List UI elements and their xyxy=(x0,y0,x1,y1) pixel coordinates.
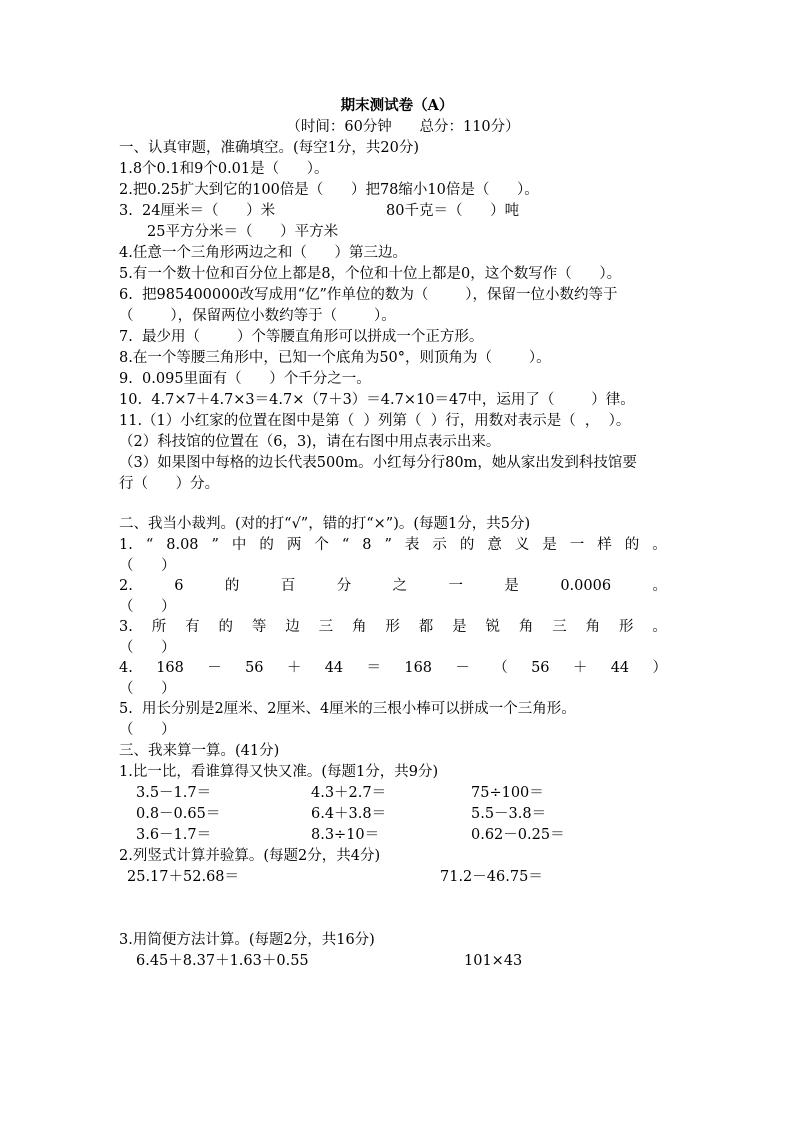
section3-part1-heading: 1.比一比，看谁算得又快又准。(每题1分，共9分) xyxy=(119,764,439,780)
exam-subtitle: （时间：60分钟 总分：110分） xyxy=(286,119,520,135)
judge-item-5: 5. 用长分别是2厘米、2厘米、4厘米的三根小棒可以拼成一个三角形。 xyxy=(119,701,576,717)
calc-cell: 8.3÷10＝ xyxy=(311,827,380,843)
judge-item-3 xyxy=(119,617,667,637)
question-1-9: 9. 0.095里面有（ ）个千分之一。 xyxy=(119,371,371,387)
question-1-7: 7. 最少用（ ）个等腰直角形可以拼成一个正方形。 xyxy=(119,329,484,345)
judge-word: 三 xyxy=(552,619,567,635)
judge-word: 角 xyxy=(351,619,367,635)
calc-cell: 0.62－0.25＝ xyxy=(471,827,565,843)
judge-word: 的 xyxy=(218,619,233,635)
judge-word: 6 xyxy=(174,578,184,594)
judge-item-2 xyxy=(119,576,667,596)
judge-word: 168 xyxy=(404,660,433,676)
judge-word: 56 xyxy=(531,660,550,676)
calc-cell: 4.3＋2.7＝ xyxy=(311,785,387,801)
judge-word: － xyxy=(207,660,222,676)
judge-word: 意 xyxy=(487,537,502,553)
section3-part3-heading: 3.用简便方法计算。(每题2分，共16分) xyxy=(119,932,375,948)
judge-word: 一 xyxy=(448,578,464,594)
judge-word: 角 xyxy=(518,619,534,635)
judge-word: 一 xyxy=(569,537,585,553)
judge-word: ＋ xyxy=(286,660,302,676)
question-1-6a: 6. 把985400000改写成用“亿”作单位的数为（ ），保留一位小数约等于 xyxy=(119,287,618,303)
judge-word: 8 xyxy=(362,537,372,553)
judge-word: 8.08 xyxy=(166,537,199,553)
section1-heading: 一、认真审题，准确填空。(每空1分，共20分) xyxy=(119,140,419,156)
judge-word: 的 xyxy=(224,578,240,594)
judge-word: 44 xyxy=(324,660,344,676)
judge-item-4 xyxy=(119,658,667,678)
judge-word: 两 xyxy=(286,537,302,553)
judge-word: 表 xyxy=(404,537,420,553)
judge-word: 个 xyxy=(314,537,329,553)
question-1-3b: 80千克＝（ ）吨 xyxy=(386,203,520,219)
calc-cell: 6.4＋3.8＝ xyxy=(311,806,387,822)
judge-word: 锐 xyxy=(485,619,500,635)
judge-blank-4: （ ） xyxy=(119,681,176,697)
calc-cell: 5.5－3.8＝ xyxy=(471,806,547,822)
judge-word: ” xyxy=(211,537,219,553)
judge-word: 形 xyxy=(618,619,634,635)
judge-word: 等 xyxy=(251,619,267,635)
question-1-3a: 3. 24厘米＝（ ）米 xyxy=(119,203,276,219)
question-1-11b: （2）科技馆的位置在（6，3)，请在右图中用点表示出来。 xyxy=(119,434,501,450)
question-1-10: 10. 4.7×7＋4.7×3＝4.7×（7＋3）＝4.7×10＝47中，运用了（ ）律。 xyxy=(119,392,635,408)
vertical-calc-2: 71.2－46.75＝ xyxy=(440,869,543,885)
calc-cell: 0.8－0.65＝ xyxy=(136,806,221,822)
judge-blank-5: （ ） xyxy=(119,722,176,738)
judge-word: 的 xyxy=(459,537,475,553)
exam-title: 期末测试卷（A） xyxy=(340,97,454,114)
judge-word: 所 xyxy=(151,619,167,635)
simple-calc-1: 6.45＋8.37＋1.63＋0.55 xyxy=(136,953,309,969)
question-1-3c: 25平方分米＝（ ）平方米 xyxy=(147,224,339,240)
judge-word: 。 xyxy=(652,619,667,635)
section3-part2-heading: 2.列竖式计算并验算。(每题2分，共4分) xyxy=(119,848,381,864)
judge-word: 168 xyxy=(156,660,184,676)
judge-word: 。 xyxy=(652,537,667,553)
question-1-11d: 行（ ）分。 xyxy=(119,476,220,492)
judge-word: 0.0006 xyxy=(560,578,612,594)
judge-word: 样 xyxy=(597,537,612,553)
judge-word: 形 xyxy=(385,619,400,635)
calc-cell: 3.5－1.7＝ xyxy=(136,785,212,801)
judge-word: ＝ xyxy=(366,660,381,676)
judge-word: ＋ xyxy=(572,660,588,676)
question-1-4: 4.任意一个三角形两边之和（ ）第三边。 xyxy=(119,245,407,261)
judge-word: 中 xyxy=(231,537,247,553)
question-1-2: 2.把0.25扩大到它的100倍是（ ）把78缩小10倍是（ ）。 xyxy=(119,182,539,198)
judge-word: 2. xyxy=(119,578,133,594)
judge-word: 分 xyxy=(336,578,352,594)
judge-word: 之 xyxy=(392,578,408,594)
judge-word: 的 xyxy=(259,537,274,553)
judge-word: 的 xyxy=(624,537,640,553)
judge-word: 有 xyxy=(185,619,200,635)
judge-word: “ xyxy=(145,537,154,553)
calc-cell: 75÷100＝ xyxy=(471,785,544,801)
judge-word: － xyxy=(455,660,470,676)
judge-word: 边 xyxy=(285,619,300,635)
judge-item-1 xyxy=(119,535,667,555)
judge-word: 都 xyxy=(418,619,434,635)
section2-heading: 二、我当小裁判。(对的打“√”，错的打“×”)。(每题1分，共5分) xyxy=(119,516,531,532)
judge-blank-3: （ ） xyxy=(119,640,176,656)
judge-word: 。 xyxy=(652,578,667,594)
question-1-6b: （ ），保留两位小数约等于（ ）。 xyxy=(119,308,396,324)
question-1-8: 8.在一个等腰三角形中，已知一个底角为50°，则顶角为（ ）。 xyxy=(119,350,551,366)
judge-word: 三 xyxy=(318,619,334,635)
judge-word: 是 xyxy=(542,537,557,553)
judge-word: 1. xyxy=(119,537,133,553)
judge-word: ” xyxy=(384,537,392,553)
simple-calc-2: 101×43 xyxy=(464,953,523,969)
judge-word: 是 xyxy=(504,578,519,594)
judge-word: （ xyxy=(493,660,508,676)
judge-word: ） xyxy=(652,660,667,676)
judge-word: 44 xyxy=(610,660,630,676)
judge-word: 3. xyxy=(119,619,133,635)
judge-word: 是 xyxy=(452,619,467,635)
judge-blank-2: （ ） xyxy=(119,599,176,615)
judge-word: 角 xyxy=(585,619,601,635)
question-1-11a: 11.（1）小红家的位置在图中是第（ ）列第（ ）行，用数对表示是（ ， ）。 xyxy=(119,413,631,429)
question-1-5: 5.有一个数十位和百分位上都是8，个位和十位上都是0，这个数写作（ ）。 xyxy=(119,266,622,282)
calc-cell: 3.6－1.7＝ xyxy=(136,827,212,843)
vertical-calc-1: 25.17＋52.68＝ xyxy=(127,869,240,885)
question-1-1: 1.8个0.1和9个0.01是（ ）。 xyxy=(119,161,329,177)
judge-word: 56 xyxy=(245,660,264,676)
judge-word: 义 xyxy=(514,537,530,553)
judge-word: “ xyxy=(341,537,350,553)
judge-word: 4. xyxy=(119,660,133,676)
section3-heading: 三、我来算一算。(41分) xyxy=(119,743,280,759)
judge-word: 百 xyxy=(280,578,296,594)
question-1-11c: （3）如果图中每格的边长代表500m。小红每分行80m，她从家出发到科技馆要 xyxy=(119,455,637,471)
judge-word: 示 xyxy=(432,537,447,553)
judge-blank-1: （ ） xyxy=(119,558,176,574)
